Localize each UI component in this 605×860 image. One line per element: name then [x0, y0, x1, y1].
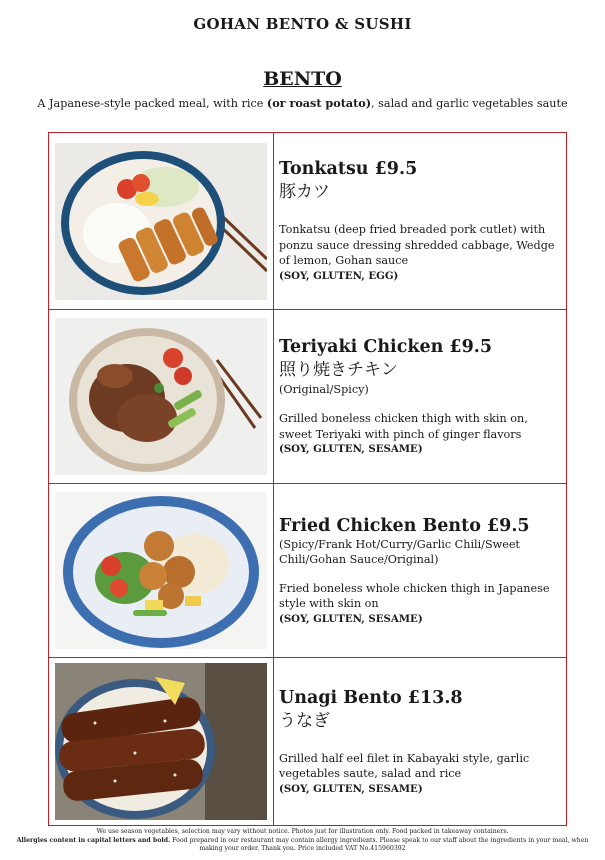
- tonkatsu-photo: [55, 143, 267, 300]
- photo-cell: [49, 310, 274, 484]
- menu-table: [48, 132, 567, 826]
- menu-row-tonkatsu: [49, 133, 567, 310]
- item-name: Teriyaki Chicken £9.5: [279, 337, 493, 357]
- restaurant-name: GOHAN BENTO & SUSHI: [193, 15, 412, 33]
- section-title: BENTO: [263, 68, 342, 90]
- item-allergens: (SOY, GLUTEN, EGG): [279, 269, 399, 282]
- tonkatsu-text: [274, 133, 567, 310]
- footer-line-3: making your order. Thank you. Price included VAT No.415960392: [199, 845, 406, 853]
- item-description: Grilled half eel filet in Kabayaki style, garlic vegetables saute, salad and rice: [279, 751, 530, 780]
- item-options: (Original/Spicy): [279, 383, 369, 396]
- subtitle-start: A Japanese-style packed meal, with rice: [37, 97, 267, 110]
- teriyaki-chicken-photo: [55, 318, 267, 475]
- subtitle-end: , salad and garlic vegetables saute: [371, 97, 568, 110]
- item-name: Tonkatsu £9.5: [279, 159, 418, 180]
- footer-line-2-rest: Food prepared in our restaurant may contain allergy ingredients. Please speak to our staff about the ingredients in your meal, when: [170, 836, 589, 844]
- footer-allergy-note: Allergies content in capital letters and bold.: [16, 836, 171, 844]
- subtitle-bold: (or roast potato): [266, 96, 372, 110]
- photo-cell: [49, 133, 274, 310]
- fried-chicken-photo: [55, 492, 267, 649]
- menu-row-fried-chicken: [49, 484, 567, 658]
- item-allergens: (SOY, GLUTEN, SESAME): [279, 612, 423, 625]
- footer-line-2: [0, 837, 605, 846]
- item-description: Fried boneless whole chicken thigh in Japanese style with skin on: [279, 581, 550, 610]
- item-allergens: (SOY, GLUTEN, SESAME): [279, 443, 423, 455]
- photo-cell: [49, 484, 274, 658]
- menu-row-unagi: [49, 658, 567, 826]
- footer-line-1: We use season vegetables, selection may vary without notice. Photos just for illustration only. Food packed in takeaway containers.: [96, 828, 509, 835]
- teriyaki-text: [274, 310, 567, 484]
- item-japanese-name: 豚カツ: [279, 182, 330, 203]
- unagi-text: [274, 658, 567, 826]
- section-subtitle: [0, 96, 605, 110]
- item-japanese-name: うなぎ: [279, 710, 330, 731]
- item-options: (Spicy/Frank Hot/Curry/Garlic Chili/Sweet Chili/Gohan Sauce/Original): [279, 537, 520, 566]
- item-japanese-name: 照り焼きチキン: [279, 360, 398, 380]
- item-description: Tonkatsu (deep fried breaded pork cutlet) with ponzu sauce dressing shredded cabbage, Wedge of lemon, Gohan sauce: [279, 223, 555, 268]
- unagi-photo: [55, 663, 267, 820]
- footer-note: [0, 828, 605, 854]
- fried-chicken-text: [274, 484, 567, 658]
- item-description: Grilled boneless chicken thigh with skin on, sweet Teriyaki with pinch of ginger flavors: [279, 412, 528, 441]
- item-allergens: (SOY, GLUTEN, SESAME): [279, 782, 423, 795]
- photo-cell: [49, 658, 274, 826]
- item-name: Unagi Bento £13.8: [279, 687, 463, 708]
- menu-row-teriyaki: [49, 310, 567, 484]
- item-name: Fried Chicken Bento £9.5: [279, 515, 530, 536]
